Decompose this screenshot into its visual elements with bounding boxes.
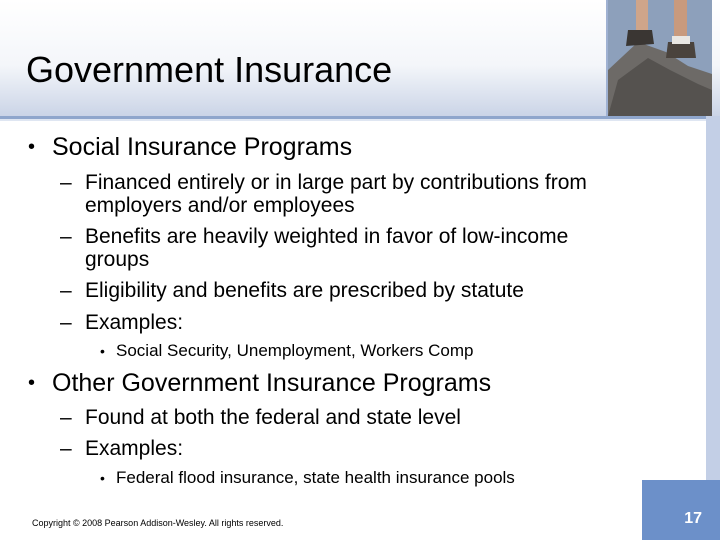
bullet-item <box>28 369 492 398</box>
sub-bullet-item <box>60 311 184 334</box>
sub-bullet-item <box>60 225 569 248</box>
sub-bullet-text: Benefits are heavily weighted in favor of low-income <box>85 225 569 248</box>
copyright-footer: Copyright © 2008 Pearson Addison-Wesley. All rights reserved. <box>32 518 284 528</box>
sub-bullet-item <box>60 437 184 460</box>
sub-sub-bullet-item <box>100 341 474 361</box>
sub-sub-bullet-item <box>100 468 515 488</box>
sub-bullet-continuation <box>85 248 149 271</box>
sub-bullet-item <box>60 279 524 302</box>
sub-bullet-text: Eligibility and benefits are prescribed by statute <box>85 279 524 302</box>
sub-bullet-text: groups <box>85 248 150 271</box>
bullet-glyph: • <box>28 136 36 158</box>
dash-glyph: – <box>60 437 72 460</box>
sub-bullet-text: Examples: <box>85 437 184 460</box>
sub-bullet-continuation <box>85 194 355 217</box>
page-number: 17 <box>684 510 702 527</box>
dash-glyph: – <box>60 279 72 302</box>
right-sidebar-bar <box>706 116 720 540</box>
page-number-box <box>642 480 720 540</box>
sub-bullet-item <box>60 406 461 429</box>
sub-bullet-text: Examples: <box>85 311 184 334</box>
dash-glyph: – <box>60 311 72 334</box>
header-divider-shadow <box>0 119 720 121</box>
sub-bullet-text: Found at both the federal and state level <box>85 406 461 429</box>
bullet-text: Social Insurance Programs <box>52 133 353 161</box>
sub-bullet-text: Financed entirely or in large part by contributions from <box>85 171 587 194</box>
dash-glyph: – <box>60 171 72 194</box>
slide-title: Government Insurance <box>26 49 393 90</box>
climber-photo-image <box>608 0 712 116</box>
bullet-glyph: • <box>100 343 105 359</box>
sub-sub-bullet-text: Federal flood insurance, state health insurance pools <box>116 468 515 487</box>
bullet-glyph: • <box>100 470 105 486</box>
sub-bullet-text: employers and/or employees <box>85 194 355 217</box>
bullet-glyph: • <box>28 372 36 394</box>
dash-glyph: – <box>60 225 72 248</box>
climber-photo <box>606 0 712 116</box>
dash-glyph: – <box>60 406 72 429</box>
bullet-text: Other Government Insurance Programs <box>52 369 492 397</box>
sub-sub-bullet-text: Social Security, Unemployment, Workers Comp <box>116 341 474 360</box>
bullet-item <box>28 133 353 162</box>
sub-bullet-item <box>60 171 587 194</box>
